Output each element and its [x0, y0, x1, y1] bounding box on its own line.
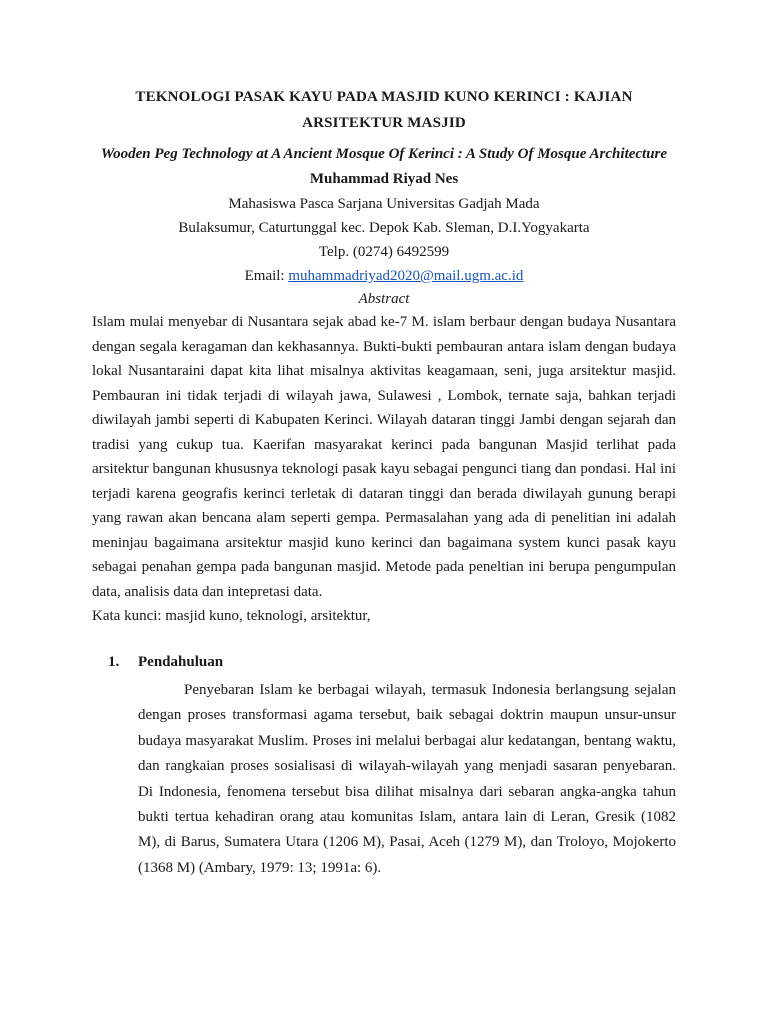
email-link[interactable]: muhammadriyad2020@mail.ugm.ac.id: [288, 268, 524, 284]
author-name: Muhammad Riyad Nes: [309, 171, 459, 187]
section-title: Pendahuluan: [138, 654, 224, 670]
author-phone: Telp. (0274) 6492599: [318, 244, 450, 260]
paper-subtitle: Wooden Peg Technology at A Ancient Mosque Of Kerinci : A Study Of Mosque Architecture: [100, 146, 668, 162]
abstract-body: Islam mulai menyebar di Nusantara sejak abad ke-7 M. islam berbaur dengan budaya Nusantara dengan segala keragaman dan kekhasannya. Bukti-bukti pembauran antara islam dengan budaya lokal Nusantaraini dapat kita lihat misalnya aktivitas keagamaan, seni, juga arsitektur masjid. Pembauran ini tidak terjadi di wilayah jawa, Sulawesi , Lombok, ternate saja, bahkan terjadi diwilayah jambi seperti di Kabupaten Kerinci. Wilayah dataran tinggi Jambi dengan sejarah dan tradisi yang cukup tua. Kaerifan masyarakat kerinci pada bangunan Masjid terlihat pada arsitektur bangunan khususnya teknologi pasak kayu sebagai pengunci tiang dan pondasi. Hal ini terjadi karena geografis kerinci terletak di dataran tinggi dan berada diwilayah gunung berapi yang rawan akan bencana alam seperti gempa. Permasalahan yang ada di penelitian ini adalah meninjau bagaimana arsitektur masjid kuno kerinci dan bagaimana system kunci pasak kayu sebagai penahan gempa pada bangunan masjid. Metode pada peneltian ini berupa pengumpulan data, analisis data dan intepretasi data.: [92, 314, 676, 600]
author-email-line: [92, 264, 676, 288]
abstract-heading: Abstract: [358, 291, 410, 307]
section-body: Penyebaran Islam ke berbagai wilayah, termasuk Indonesia berlangsung sejalan dengan proses transformasi agama tersebut, baik sebagai doktrin maupun unsur-unsur budaya masyarakat Muslim. Proses ini melalui berbagai alur kedatangan, bentang waktu, dan rangkaian proses sosialisasi di wilayah-wilayah yang menjadi sasaran penyebaran. Di Indonesia, fenomena tersebut bisa dilihat misalnya dari sebaran angka-angka tahun bukti tertua kehadiran orang atau komunitas Islam, antara lain di Leran, Gresik (1082 M), di Barus, Sumatera Utara (1206 M), Pasai, Aceh (1279 M), dan Troloyo, Mojokerto (1368 M) (Ambary, 1979: 13; 1991a: 6).: [138, 682, 676, 876]
email-label: Email:: [244, 268, 289, 284]
author-address: Bulaksumur, Caturtunggal kec. Depok Kab. Sleman, D.I.Yogyakarta: [178, 220, 590, 236]
section-heading: [92, 650, 676, 674]
section-number: 1.: [108, 654, 120, 670]
paper-title: TEKNOLOGI PASAK KAYU PADA MASJID KUNO KERINCI : KAJIAN ARSITEKTUR MASJID: [135, 89, 633, 131]
author-affiliation: Mahasiswa Pasca Sarjana Universitas Gadjah Mada: [228, 196, 540, 212]
keywords: Kata kunci: masjid kuno, teknologi, arsitektur,: [92, 608, 371, 624]
